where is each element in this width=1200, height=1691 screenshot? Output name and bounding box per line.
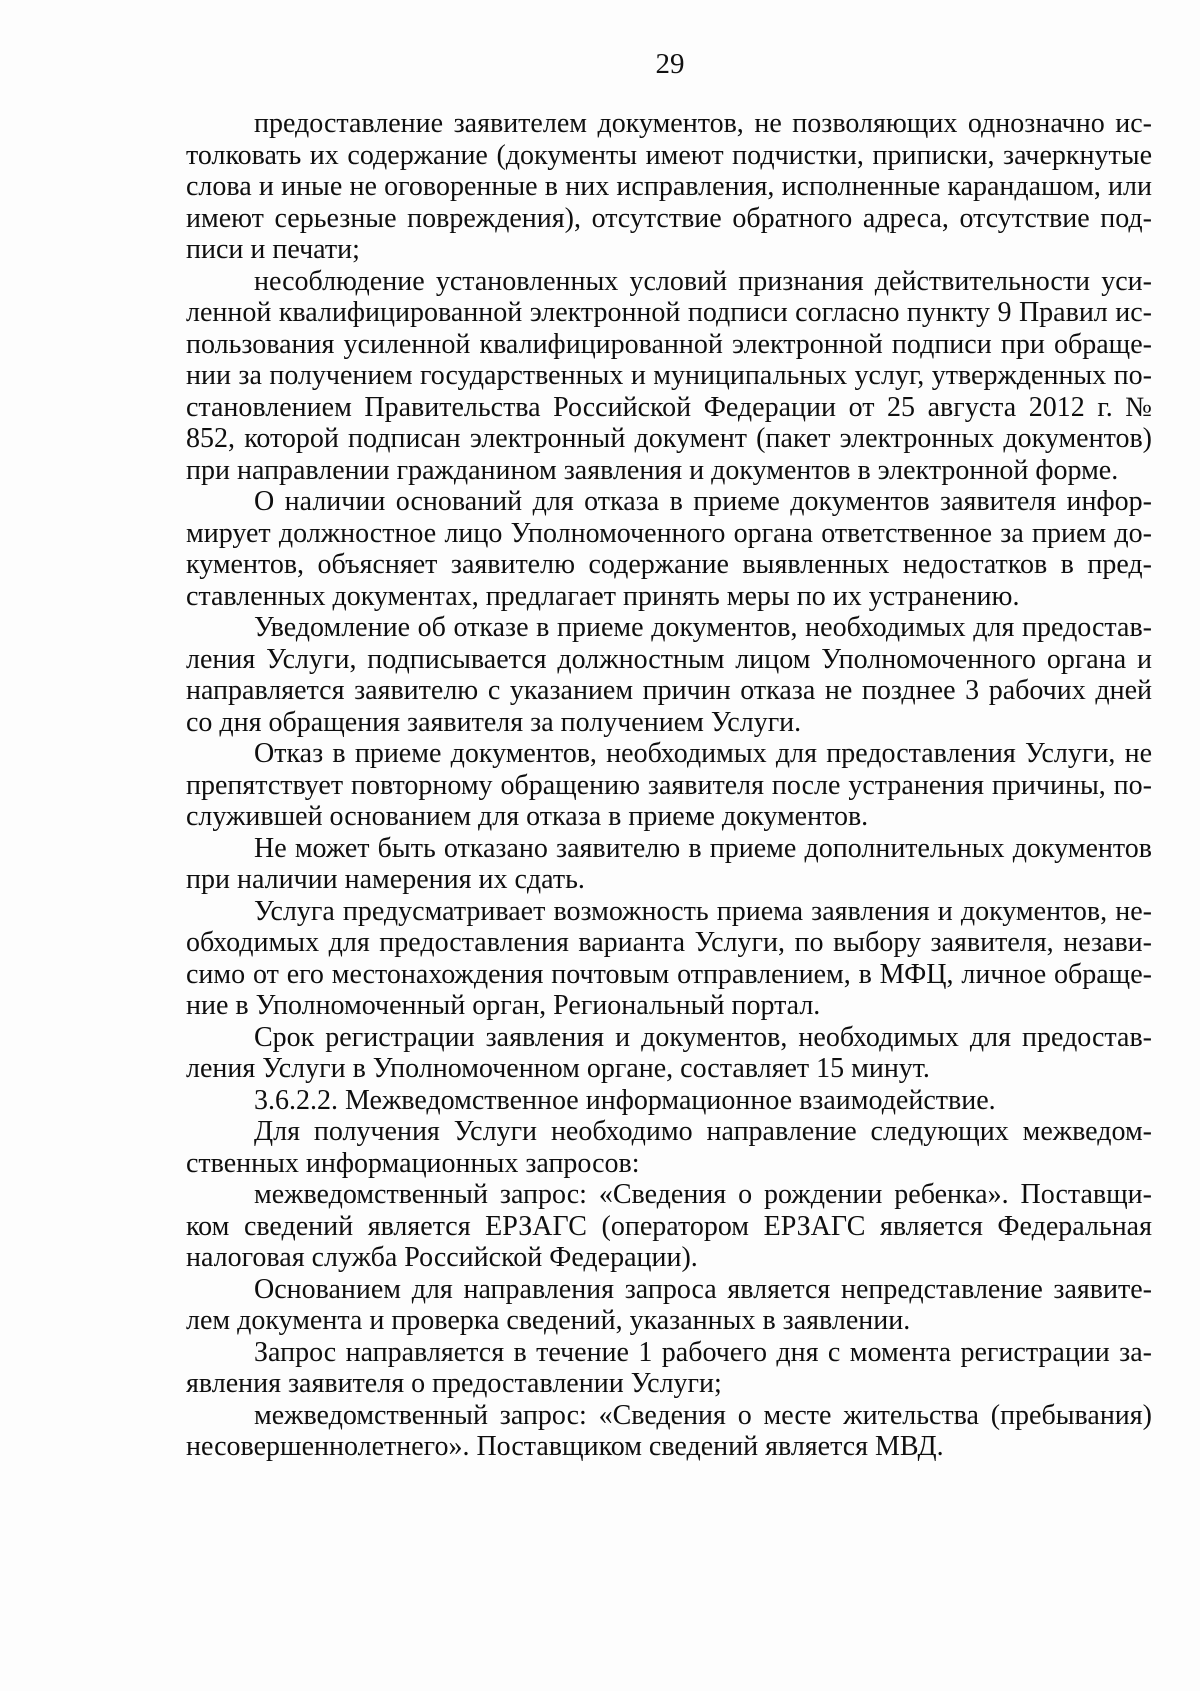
paragraph: предоставление заявителем документов, не позволяющих однозначно истолковать их содержание (документы имеют подчистки, приписки, зачеркнутые слова и иные не оговоренные в них исправления, исполненные карандашом, или имеют серьезные повреждения), отсутствие обратного адреса, отсутствие подписи и печати; [186,108,1152,265]
paragraph: межведомственный запрос: «Сведения о месте жительства (пребывания) несовершеннолетнего». Поставщиком сведений является МВД. [186,1399,1152,1462]
paragraph: Уведомление об отказе в приеме документов, необходимых для предоставления Услуги, подписывается должностным лицом Уполномоченного органа и направляется заявителю с указанием причин отказа не позднее 3 рабочих дней со дня обращения заявителя за получением Услуги. [186,612,1152,738]
paragraph: Не может быть отказано заявителю в приеме дополнительных документов при наличии намерения их сдать. [186,832,1152,895]
paragraph: Срок регистрации заявления и документов, необходимых для предоставления Услуги в Уполномоченном органе, составляет 15 минут. [186,1021,1152,1084]
paragraph: Запрос направляется в течение 1 рабочего дня с момента регистрации заявления заявителя о предоставлении Услуги; [186,1336,1152,1399]
document-body [186,108,1152,1463]
paragraph: О наличии оснований для отказа в приеме документов заявителя информирует должностное лицо Уполномоченного органа ответственное за прием документов, объясняет заявителю содержание выявленных недостатков в представленных документах, предлагает принять меры по их устранению. [186,486,1152,612]
paragraph: Для получения Услуги необходимо направление следующих межведомственных информационных запросов: [186,1116,1152,1179]
paragraph: Основанием для направления запроса является непредставление заявителем документа и проверка сведений, указанных в заявлении. [186,1273,1152,1336]
paragraph: Услуга предусматривает возможность приема заявления и документов, необходимых для предоставления варианта Услуги, по выбору заявителя, независимо от его местонахождения почтовым отправлением, в МФЦ, личное обращение в Уполномоченный орган, Региональный портал. [186,895,1152,1021]
paragraph: несоблюдение установленных условий признания действительности усиленной квалифицированной электронной подписи согласно пункту 9 Правил использования усиленной квалифицированной электронной подписи при обращении за получением государственных и муниципальных услуг, утвержденных постановлением Правительства Российской Федерации от 25 августа 2012 г. № 852, которой подписан электронный документ (пакет электронных документов) при направлении гражданином заявления и документов в электронной форме. [186,265,1152,486]
paragraph: межведомственный запрос: «Сведения о рождении ребенка». Поставщиком сведений является ЕРЗАГС (оператором ЕРЗАГС является Федеральная налоговая служба Российской Федерации). [186,1179,1152,1273]
section-heading: 3.6.2.2. Межведомственное информационное взаимодействие. [254,1084,996,1116]
paragraph: Отказ в приеме документов, необходимых для предоставления Услуги, не препятствует повторному обращению заявителя после устранения причины, послужившей основанием для отказа в приеме документов. [186,738,1152,832]
page-number: 29 [655,48,685,80]
